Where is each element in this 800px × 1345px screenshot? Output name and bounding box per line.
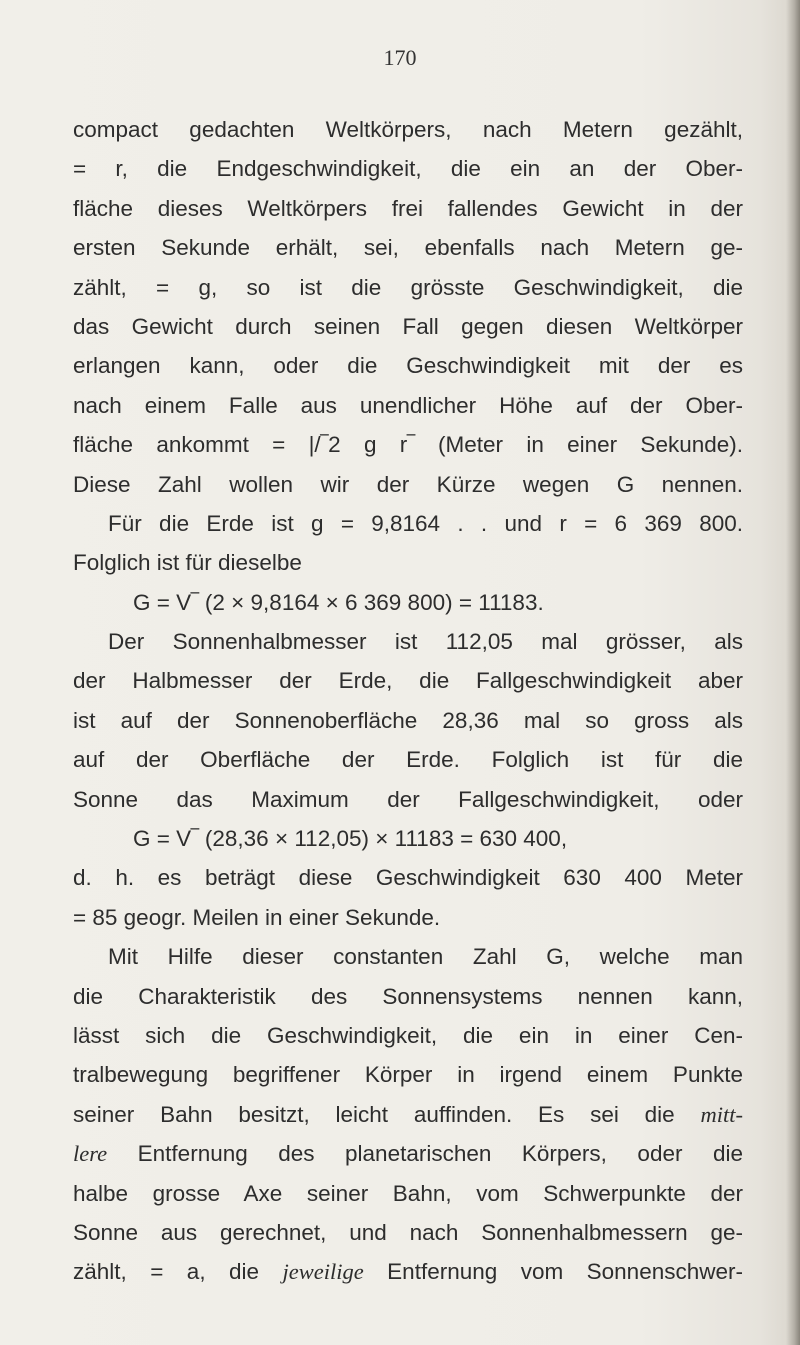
text-line: = r, die Endgeschwindigkeit, die ein an der Ober- [73, 156, 743, 182]
text-line [73, 1095, 743, 1134]
text-line: compact gedachten Weltkörpers, nach Metern gezählt, [73, 117, 743, 142]
text-segment: Entfernung des planetarischen Körpers, oder die [107, 1141, 743, 1167]
text-line: erlangen kann, oder die Geschwindigkeit mit der es [73, 353, 743, 379]
text-line: nach einem Falle aus unendlicher Höhe auf der Ober- [73, 392, 743, 418]
text-segment: zählt, = a, die [73, 1259, 260, 1285]
text-line: fläche dieses Weltkörpers frei fallendes Gewicht in der [73, 195, 743, 221]
text-segment: seiner Bahn besitzt, leicht auffinden. Es sei die [73, 1101, 675, 1127]
text-line [73, 1134, 743, 1173]
text-line: der Halbmesser der Erde, die Fallgeschwindigkeit aber [73, 668, 743, 694]
text-line: Für die Erde ist g = 9,8164 . . und r = 6 369 800. [108, 510, 743, 536]
text-line: Folglich ist für dieselbe [73, 550, 302, 576]
text-line: d. h. es beträgt diese Geschwindigkeit 630 400 Meter [73, 865, 743, 891]
text-line: tralbewegung begriffener Körper in irgend einem Punkte [73, 1062, 743, 1088]
italic-word: lere [73, 1141, 108, 1167]
text-line: Diese Zahl wollen wir der Kürze wegen G nennen. [73, 471, 743, 497]
text-line: Sonne das Maximum der Fallgeschwindigkeit, oder [73, 786, 743, 812]
text-line: ist auf der Sonnenoberfläche 28,36 mal so gross als [73, 707, 743, 733]
text-segment: Entfernung vom Sonnenschwer- [387, 1259, 743, 1285]
formula-line: G = V‾ (2 × 9,8164 × 6 369 800) = 11183. [133, 589, 544, 615]
text-line: das Gewicht durch seinen Fall gegen diesen Weltkörper [73, 313, 743, 339]
page-number: 170 [383, 45, 417, 70]
text-line: lässt sich die Geschwindigkeit, die ein in einer Cen- [73, 1022, 743, 1048]
italic-word: jeweilige [282, 1259, 364, 1285]
text-line [73, 1252, 743, 1291]
italic-word: mitt- [700, 1101, 743, 1127]
body-text [73, 110, 743, 1292]
text-line: Der Sonnenhalbmesser ist 112,05 mal grösser, als [108, 629, 743, 655]
text-line: Sonne aus gerechnet, und nach Sonnenhalbmessern ge- [73, 1219, 743, 1245]
page-edge-shadow [786, 0, 800, 1345]
text-line: die Charakteristik des Sonnensystems nennen kann, [73, 983, 743, 1009]
text-line: fläche ankommt = |/‾2 g r‾ (Meter in einer Sekunde). [73, 432, 743, 458]
formula-line: G = V‾ (28,36 × 112,05) × 11183 = 630 400, [133, 826, 568, 852]
text-line: Mit Hilfe dieser constanten Zahl G, welche man [108, 944, 743, 970]
text-line: = 85 geogr. Meilen in einer Sekunde. [73, 904, 441, 930]
text-line: ersten Sekunde erhält, sei, ebenfalls nach Metern ge- [73, 235, 743, 261]
text-line: zählt, = g, so ist die grösste Geschwindigkeit, die [73, 274, 743, 300]
text-line: auf der Oberfläche der Erde. Folglich ist für die [73, 747, 743, 773]
text-line: halbe grosse Axe seiner Bahn, vom Schwerpunkte der [73, 1180, 743, 1206]
